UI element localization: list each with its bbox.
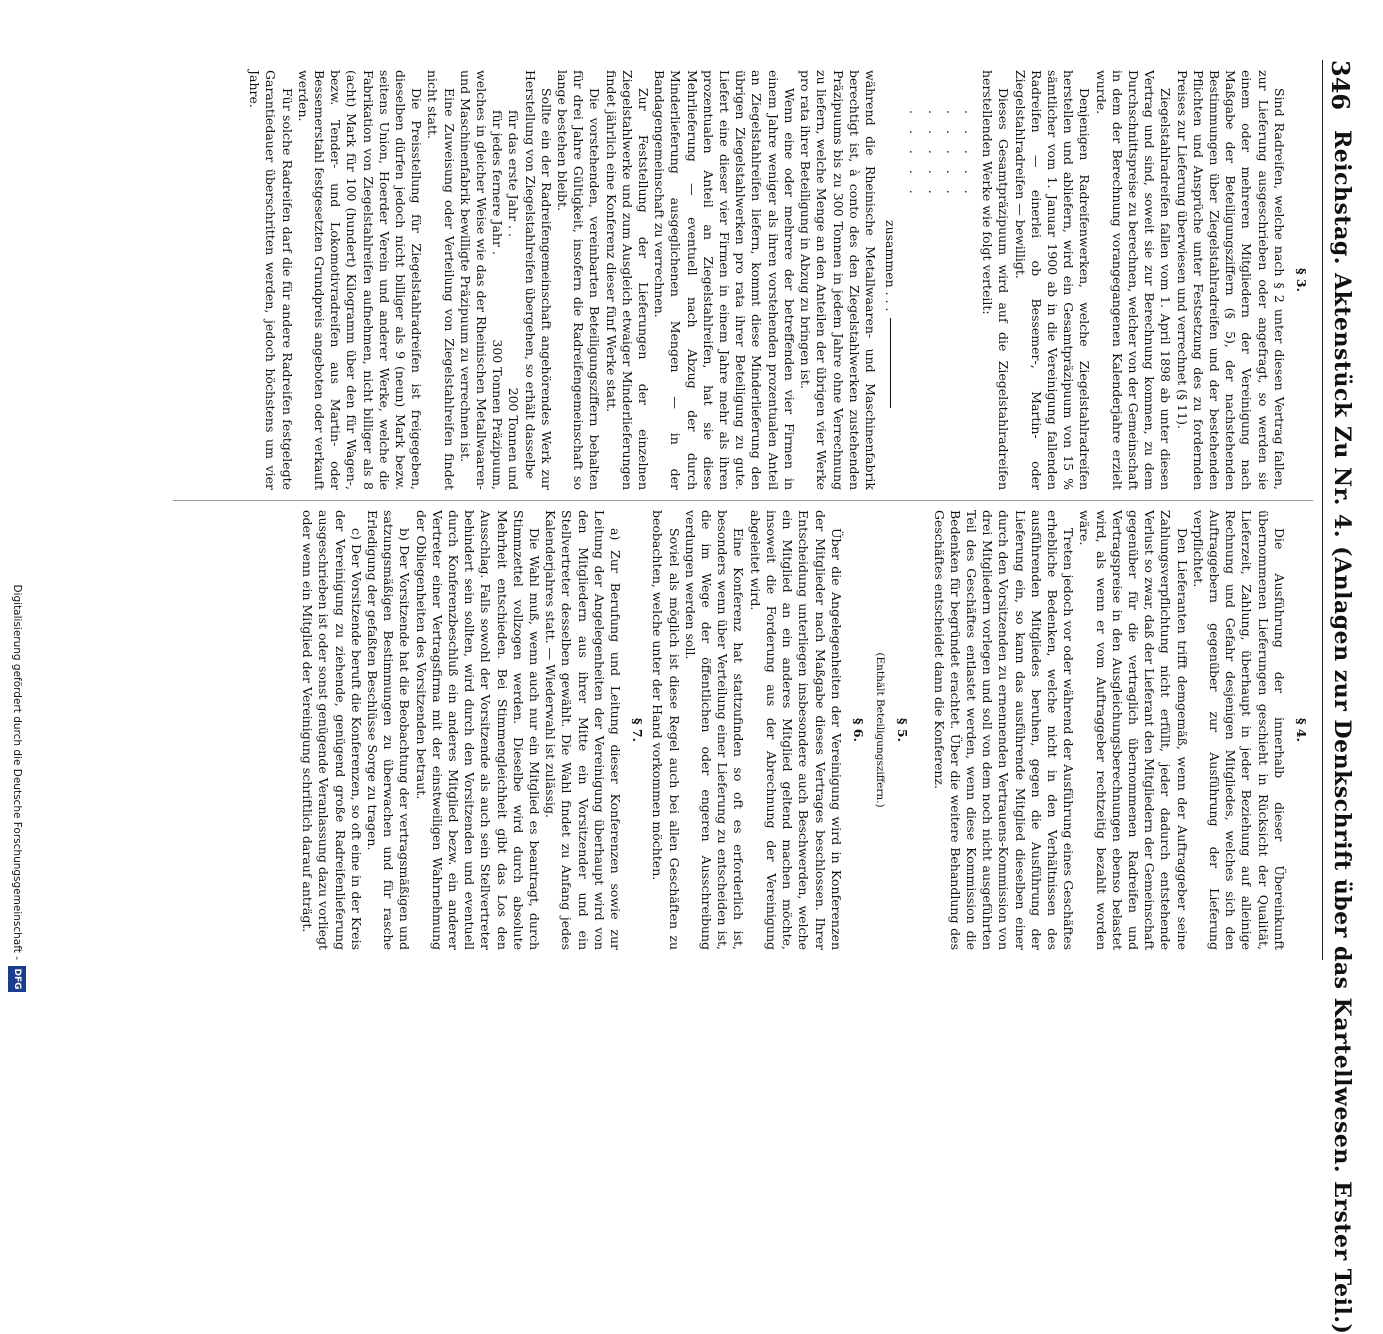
paragraph: Dieses Gesamtpräzipuum wird auf die Ziegelstahlradreifen herstellenden Werke wie folgt verteilt:: [980, 70, 1012, 490]
section-4-heading: § 4.: [1294, 718, 1309, 742]
running-title: Reichstag. Aktenstück Zu Nr. 4. (Anlagen zur Denkschrift über das Kartellwesen. Erster Teil.): [1329, 130, 1355, 1334]
paragraph: Sollte ein der Radreifengemeinschaft angehörendes Werk zur Herstellung von Ziegelstahlreifen übergehen, so erhält dasselbe: [522, 70, 554, 490]
paragraph: welches in gleicher Weise wie das der Rheinischen Metallwaaren- und Maschinenfabrik bewilligte Präzipuum zu verrechnen ist.: [457, 70, 490, 490]
allowance-label: für jedes fernere Jahr .: [490, 110, 506, 255]
paragraph: b) Der Vorsitzende hat die Beobachtung der vertragsmäßigen und satzungsmäßigen Bestimmungen zu überwachen und für rasche Erledigung der gefaßten Beschlüsse Sorge zu tragen.: [365, 510, 413, 950]
paragraph: Sind Radreifen, welche nach § 2 unter diesen Vertrag fallen, zur Lieferung ausgeschrieben oder angefragt, so werden sie einem oder mehreren Mitgliedern der Vereinigung nach Maßgabe der Beteiligungsziffern (§ 5), der nachstehenden Bestimmungen über Ziegelstahlradreifen und der bestehenden Pflichten und Ansprüche unter Festsetzung des zu fordernden Preises zur Lieferung überwiesen und verrechnet (§ 11).: [1174, 70, 1287, 490]
sum-line: [882, 220, 898, 490]
section-5-heading: § 5.: [895, 718, 911, 742]
paragraph: Über die Angelegenheiten der Vereinigung wird in Konferenzen der Mitglieder nach Maßgabe dieses Vertrages beschlossen. Ihrer Entscheidung unterliegen insbesondere auch Beschwerden, welche ein Mitglied an ein anderes Mitglied geltend machen möchte, insoweit die Forderung aus der Abrechnung der Vereinigung abgeleitet wird.: [747, 510, 844, 950]
paragraph: c) Der Vorsitzende beruft die Konferenzen, so oft eine in der Kreis der Vereinigung zu ziehende, genügend große Radreifenlieferung ausgeschrieben ist oder sonst genügende Veranlassung dazu vorliegt oder wenn ein Mitglied der Vereinigung schriftlich darauf anträgt.: [300, 510, 364, 950]
paragraph: während die Rheinische Metallwaaren- und Maschinenfabrik berechtigt ist, à conto des den Ziegelstahlwerken zustehenden Präzipuums bis zu 300 Tonnen in jedem Jahre ohne Verrechnung zu liefern, welche Menge an den Anteilen der übrigen vier Werke pro rata ihrer Beteiligung in Abzug zu bringen ist.: [798, 70, 878, 490]
section-7-heading: § 7.: [630, 718, 646, 742]
section-6-heading: § 6.: [850, 718, 866, 742]
paragraph: Den Lieferanten trifft demgemäß, wenn der Auftraggeber seine Zahlungsverpflichtung nicht erfüllt, jeder dadurch entstehende Verlust so zwar, daß der Lieferant den Mitgliedern der Gemeinschaft gegenüber für die vertraglich übernommenen Radreifen und Vertragspreise in den Ausgleichungsberechnungen ebenso belastet wird, als wenn er vom Auftraggeber rechtzeitig bezahlt worden wäre.: [1077, 510, 1190, 950]
dfg-logo: DFG: [8, 966, 26, 992]
paragraph: Die Preisstellung für Ziegelstahlradreifen ist freigegeben, dieselben dürfen jedoch nicht billiger als 9 (neun) Mark bezw. seitens Union, Hoerder Verein und anderer Werke, welche die Fabrikation von Ziegelstahlreifen aufnehmen, nicht billiger als 8 (acht) Mark für 100 (hundert) Kilogramm über den für Wagen-, bezw. Tender- und Lokomotivradreifen aus Martin- oder Bessemerstahl festgesetzten Grundpreis angeboten oder verkauft werden.: [295, 70, 425, 490]
paragraph: Soviel als möglich ist diese Regel auch bei allen Geschäften zu beobachten, welche unter der Hand vorkommen möchten.: [650, 510, 682, 950]
allowance-row: [505, 70, 521, 490]
paragraph: Ziegelstahlradreifen fallen vom 1. April 1898 ab unter diesen Vertrag und sind, soweit sie zur Berechnung kommen, zu dem Durchschnittspreise zu berechnen, welcher von der Gemeinschaft in dem der Berechnung vorangegangenen Kalenderjahre erzielt wurde.: [1093, 70, 1174, 490]
sum-label: zusammen . . .: [883, 220, 899, 312]
paragraph: Wenn eine oder mehrere der betreffenden vier Firmen in einem Jahre weniger als ihren vorstehenden prozentualen Anteil an Ziegelstahlreifen liefern, kommt diese Minderlieferung den übrigen Ziegelstahlwerken pro rata ihrer Beteiligung zu gute. Liefert eine dieser vier Firmen in einem Jahre mehr als ihren prozentualen Anteil an Ziegelstahlreifen, hat sie diese Mehrlieferung — eventuell nach Abzug der durch Minderlieferung ausgeglichenen Mengen — in der Bandagengemeinschaft zu verrechnen.: [652, 70, 797, 490]
left-column: [173, 70, 1313, 490]
allowance-row: [489, 70, 505, 490]
elided-line: . . . . .: [925, 110, 941, 200]
page-number: 346: [1326, 60, 1355, 111]
digitization-credit: Digitalisierung gefördert durch die Deutsche Forschungsgemeinschaft -: [11, 584, 23, 960]
paragraph: Eine Konferenz hat stattzufinden so oft es erforderlich ist, besonders wenn über Verteilung einer Lieferung zu entscheiden ist, die im Wege der öffentlichen oder engeren Ausschreibung verdungen werden soll.: [682, 510, 747, 950]
paragraph: Die Ausführung der innerhalb dieser Übereinkunft übernommenen Lieferungen geschieht in Rücksicht der Qualität, Lieferzeit, Zahlung, überhaupt in jeder Beziehung auf alleinige Rechnung und Gefahr desjenigen Mitgliedes, welches sich den Auftraggebern gegenüber zur Ausführung der Lieferung verpflichtet.: [1190, 510, 1287, 950]
paragraph: a) Zur Berufung und Leitung dieser Konferenzen sowie zur Leitung der Angelegenheiten der Vereinigung überhaupt wird von den Mitgliedern aus ihrer Mitte ein Vorsitzender und ein Stellvertreter desselben gewählt. Die Wahl findet zu Anfang jedes Kalenderjahres statt. — Wiederwahl ist zulässig.: [543, 510, 624, 950]
sum-rule: [890, 318, 891, 408]
section-5-note: (Enthält Beteiligungsziffern.): [874, 652, 887, 808]
paragraph: Denjenigen Radreifenwerken, welche Ziegelstahlradreifen herstellen und abliefern, wird ein Gesamtpräzipuum von 15 % sämtlicher vom 1. Januar 1900 ab in die Vereinigung fallenden Radreifen — einerlei ob Bessemer-, Martin- oder Ziegelstahlradreifen — bewilligt.: [1012, 70, 1093, 490]
allowance-label: für das erste Jahr . .: [506, 110, 522, 238]
column-divider: [173, 500, 1313, 501]
elided-line: . . . . .: [943, 110, 959, 200]
allowance-value: 200 Tonnen und: [506, 387, 522, 490]
paragraph: Die Wahl muß, wenn auch nur ein Mitglied es beantragt, durch Stimmzettel vollzogen werden. Dieselbe wird durch absolute Mehrheit entschieden. Bei Stimmengleichheit gibt das Los den Ausschlag. Falls sowohl der Vorsitzende als auch sein Stellvertreter behindert sein sollten, wird durch den Vorsitzenden und eventuell durch Konferenzbeschluß ein anderes Mitglied bezw. ein anderer Vertreter einer Vertragsfirma mit der einstweiligen Wahrnehmung der Obliegenheiten des Vorsitzenden betraut.: [413, 510, 543, 950]
elided-line: . . . . .: [961, 110, 977, 200]
page-header: [1322, 60, 1363, 1334]
paragraph: Zur Feststellung der Lieferungen der einzelnen Ziegelstahlwerke und zum Ausgleich etwaiger Minderlieferungen findet jährlich eine Konferenz dieser fünf Werke statt.: [603, 70, 652, 490]
digitization-footer: [4, 0, 28, 1000]
section-3-heading: § 3.: [1294, 268, 1309, 292]
elided-line: . . . . .: [907, 110, 923, 200]
right-column: [300, 510, 1313, 950]
paragraph: Die vorstehenden, vereinbarten Beteiligungsziffern behalten für drei Jahre Gültigkeit, insofern die Radreifengemeinschaft so lange bestehen bleibt.: [555, 70, 603, 490]
paragraph: Eine Zuweisung oder Verteilung von Ziegelstahlreifen findet nicht statt.: [425, 70, 457, 490]
paragraph: Für solche Radreifen darf die für andere Radreifen festgelegte Garantiedauer überschritten werden, jedoch höchstens um vier Jahre.: [247, 70, 295, 490]
paragraph: Treten jedoch vor oder während der Ausführung eines Geschäftes erhebliche Bedenken, welche nicht in den Verhältnissen des ausführenden Mitgliedes beruhen, gegen die Ausführung der Lieferung ein, so kann das ausführende Mitglied dieselben einer durch den Vorsitzenden zu ernennenden Vertrauens-Kommission von drei Mitgliedern vorlegen und soll von dem noch nicht ausgeführten Teil des Geschäftes entlastet werden, wenn diese Kommission die Bedenken für begründet erachtet. Über die weitere Behandlung des Geschäftes entscheidet dann die Konferenz.: [931, 510, 1077, 950]
allowance-value: 300 Tonnen Präzipuum,: [490, 339, 506, 490]
